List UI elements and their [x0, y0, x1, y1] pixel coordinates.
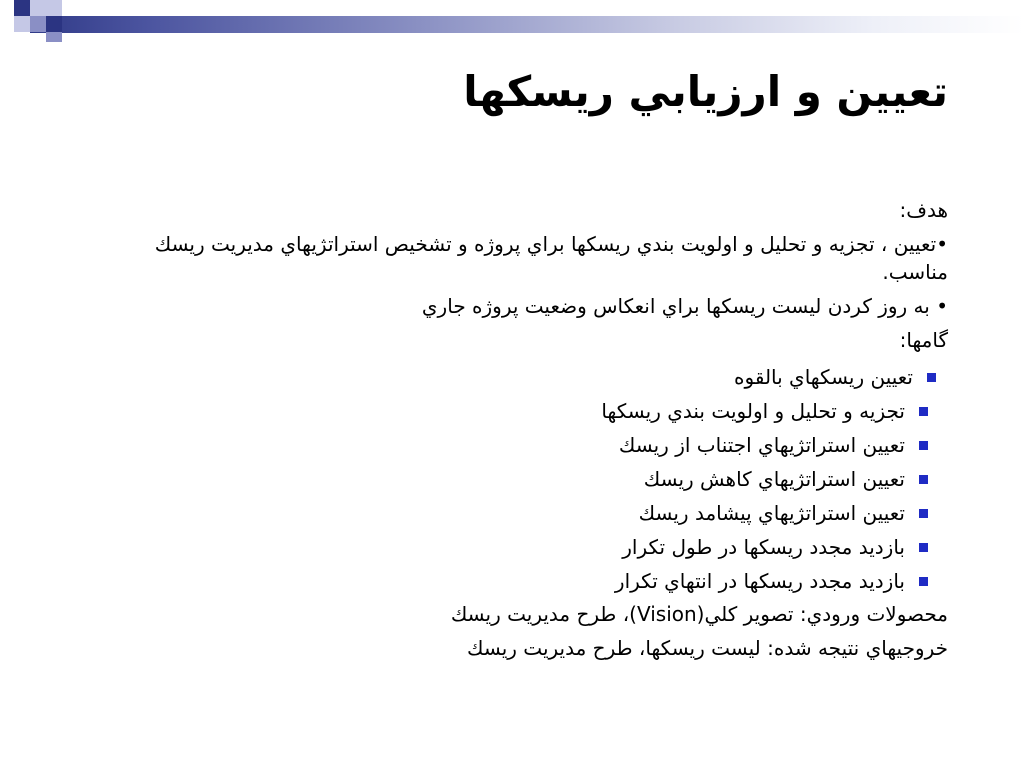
goal-item — [98, 230, 948, 286]
step-item — [98, 496, 948, 530]
step-item — [98, 530, 948, 564]
square-bullet-icon — [919, 441, 928, 450]
square-bullet-icon — [927, 373, 936, 382]
goal-item-text: تعيين ، تجزيه و تحليل و اولويت بندي ريسكها براي پروژه و تشخيص استراتژيهاي مديريت ريسك مناسب. — [154, 232, 948, 284]
goal-heading: هدف: — [899, 198, 948, 222]
header-gradient-bar — [30, 16, 1024, 33]
step-text: تعيين استراتژيهاي اجتناب از ريسك — [618, 433, 905, 457]
step-text: تعيين ريسكهاي بالقوه — [734, 365, 913, 389]
inputs-line: محصولات ورودي: تصوير كلي(Vision)، طرح مديريت ريسك — [450, 602, 948, 626]
header-square — [46, 32, 62, 42]
slide-title: تعيين و ارزيابي ريسكها — [463, 67, 948, 116]
slide-body — [98, 196, 948, 668]
header-square — [46, 16, 62, 32]
step-item — [98, 360, 948, 394]
square-bullet-icon — [919, 509, 928, 518]
square-bullet-icon — [919, 577, 928, 586]
step-item — [98, 564, 948, 598]
header-square — [14, 16, 30, 32]
step-text: تعيين استراتژيهاي پيشامد ريسك — [638, 501, 905, 525]
step-item — [98, 394, 948, 428]
step-item — [98, 462, 948, 496]
header-square — [30, 16, 46, 32]
header-square — [46, 0, 62, 16]
step-text: بازديد مجدد ريسكها در طول تكرار — [622, 535, 905, 559]
header-square — [14, 0, 30, 16]
goal-item-text: به روز كردن ليست ريسكها براي انعكاس وضعيت پروژه جاري — [421, 294, 930, 318]
steps-list — [98, 360, 948, 598]
outputs-line: خروجيهاي نتيجه شده: ليست ريسكها، طرح مديريت ريسك — [467, 636, 948, 660]
step-text: تعيين استراتژيهاي كاهش ريسك — [643, 467, 905, 491]
decorative-header-band — [0, 0, 1024, 34]
square-bullet-icon — [919, 475, 928, 484]
square-bullet-icon — [919, 407, 928, 416]
goal-bullet: • — [936, 294, 948, 318]
square-bullet-icon — [919, 543, 928, 552]
steps-heading: گامها: — [899, 328, 948, 352]
goal-item — [98, 292, 948, 320]
step-text: تجزيه و تحليل و اولويت بندي ريسكها — [601, 399, 905, 423]
step-item — [98, 428, 948, 462]
step-text: بازديد مجدد ريسكها در انتهاي تكرار — [614, 569, 905, 593]
header-square — [30, 0, 46, 16]
goal-bullet: • — [936, 232, 948, 256]
